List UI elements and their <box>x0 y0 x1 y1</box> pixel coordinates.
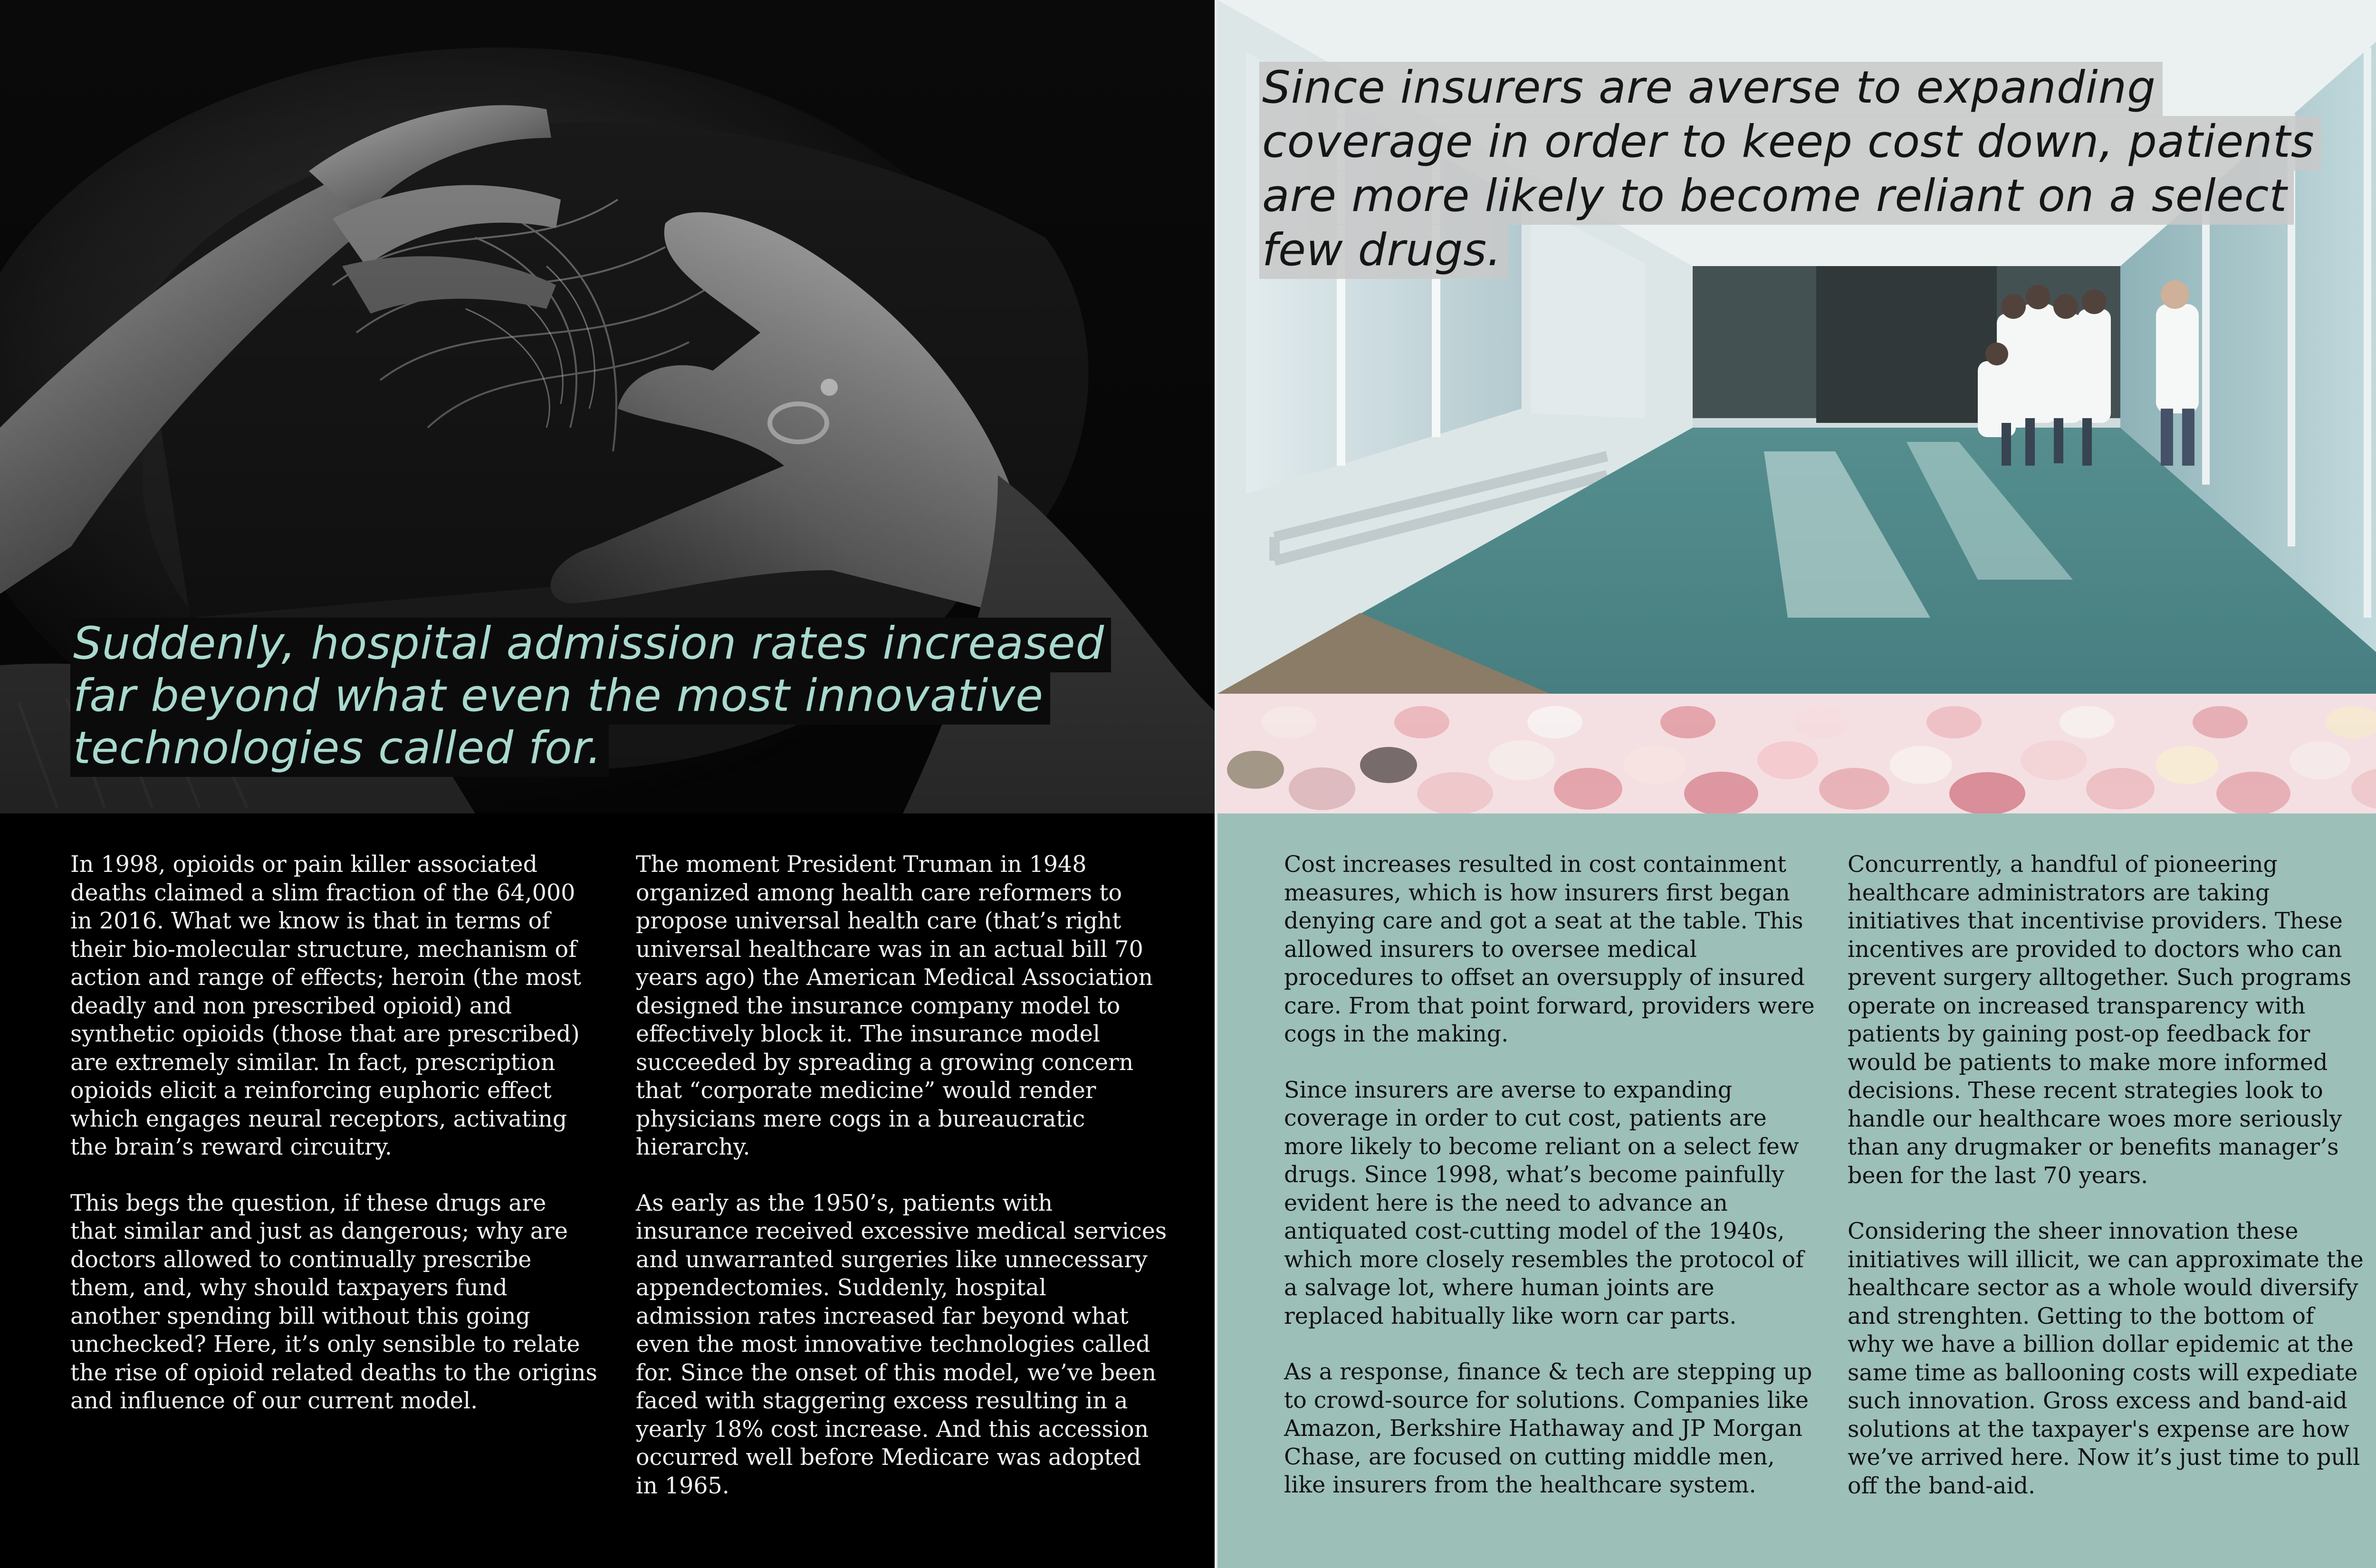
paragraph: The moment President Truman in 1948 organized among health care reformers to propose universal health care (that’s right universal healthcare was in an actual bill 70 years ago) the American Medical Association designed the insurance company model to effectively block it. The insurance model succeeded by spreading a growing concern that “corporate medicine” would render physicians mere cogs in a bureaucratic hierarchy. <box>636 851 1153 1160</box>
paragraph: Concurrently, a handful of pioneering healthcare administrators are taking initiatives that incentivise providers. These incentives are provided to doctors who can prevent surgery alltogether. Such programs operate on increased transparency with patients by gaining post-op feedback for would be patients to make more informed decisions. These recent strategies look to handle our healthcare woes more seriously than any drugmaker or benefits manager’s been for the last 70 years. <box>1848 851 2352 1189</box>
text-column-3 <box>1284 851 1816 1527</box>
paragraph: Cost increases resulted in cost containment measures, which is how insurers first began denying care and got a seat at the table. This allowed insurers to oversee medical procedures to offset an oversupply of insured care. From that point forward, providers were cogs in the making. <box>1284 851 1815 1047</box>
paragraph: In 1998, opioids or pain killer associated deaths claimed a slim fraction of the 64,000 in 2016. What we know is that in terms of their bio-molecular structure, mechanism of action and range of effects; heroin (the most deadly and non prescribed opioid) and synthetic opioids (those that are prescribed) are extremely similar. In fact, prescription opioids elicit a reinforcing euphoric effect which engages neural receptors, activating the brain’s reward circuitry. <box>70 851 581 1160</box>
text-column-2 <box>636 851 1168 1528</box>
photo-pills <box>1217 694 2376 813</box>
paragraph: As early as the 1950’s, patients with insurance received excessive medical services and unwarranted surgeries like unnecessary appendectomies. Suddenly, hospital admission rates increased far beyond what even the most innovative technologies called for. Since the onset of this model, we’ve been faced with staggering excess resulting in a yearly 18% cost increase. And this accession occurred well before Medicare was adopted in 1965. <box>636 1190 1167 1499</box>
text-column-4 <box>1848 851 2366 1528</box>
paragraph: This begs the question, if these drugs are that similar and just as dangerous; why are doctors allowed to continually prescribe them, and, why should taxpayers fund another spending bill without this going unchecked? Here, it’s only sensible to relate the rise of opioid related deaths to the origins and influence of our current model. <box>70 1190 597 1414</box>
paragraph: Since insurers are averse to expanding coverage in order to cut cost, patients are more likely to become reliant on a select few drugs. Since 1998, what’s become painfully evident here is the need to advance an antiquated cost-cutting model of the 1940s, which more closely resembles the protocol of a salvage lot, where human joints are replaced habitually like worn car parts. <box>1284 1077 1804 1329</box>
pull-quote-right: Since insurers are averse to expanding coverage in order to keep cost down, patients are more likely to become reliant on a select few drugs. <box>1259 61 2376 277</box>
text-column-1 <box>70 851 598 1443</box>
pull-quote-left: Suddenly, hospital admission rates increased far beyond what even the most innovative technologies called for. <box>70 618 1159 774</box>
paragraph: As a response, finance & tech are stepping up to crowd-source for solutions. Companies like Amazon, Berkshire Hathaway and JP Morgan Chase, are focused on cutting middle men, like insurers from the healthcare system. <box>1284 1359 1812 1498</box>
paragraph: Considering the sheer innovation these initiatives will illicit, we can approximate the healthcare sector as a whole would diversify and strenghten. Getting to the bottom of why we have a billion dollar epidemic at the same time as ballooning costs will expediate such innovation. Gross excess and band-aid solutions at the taxpayer's expense are how we’ve arrived here. Now it’s just time to pull off the band-aid. <box>1848 1218 2364 1499</box>
